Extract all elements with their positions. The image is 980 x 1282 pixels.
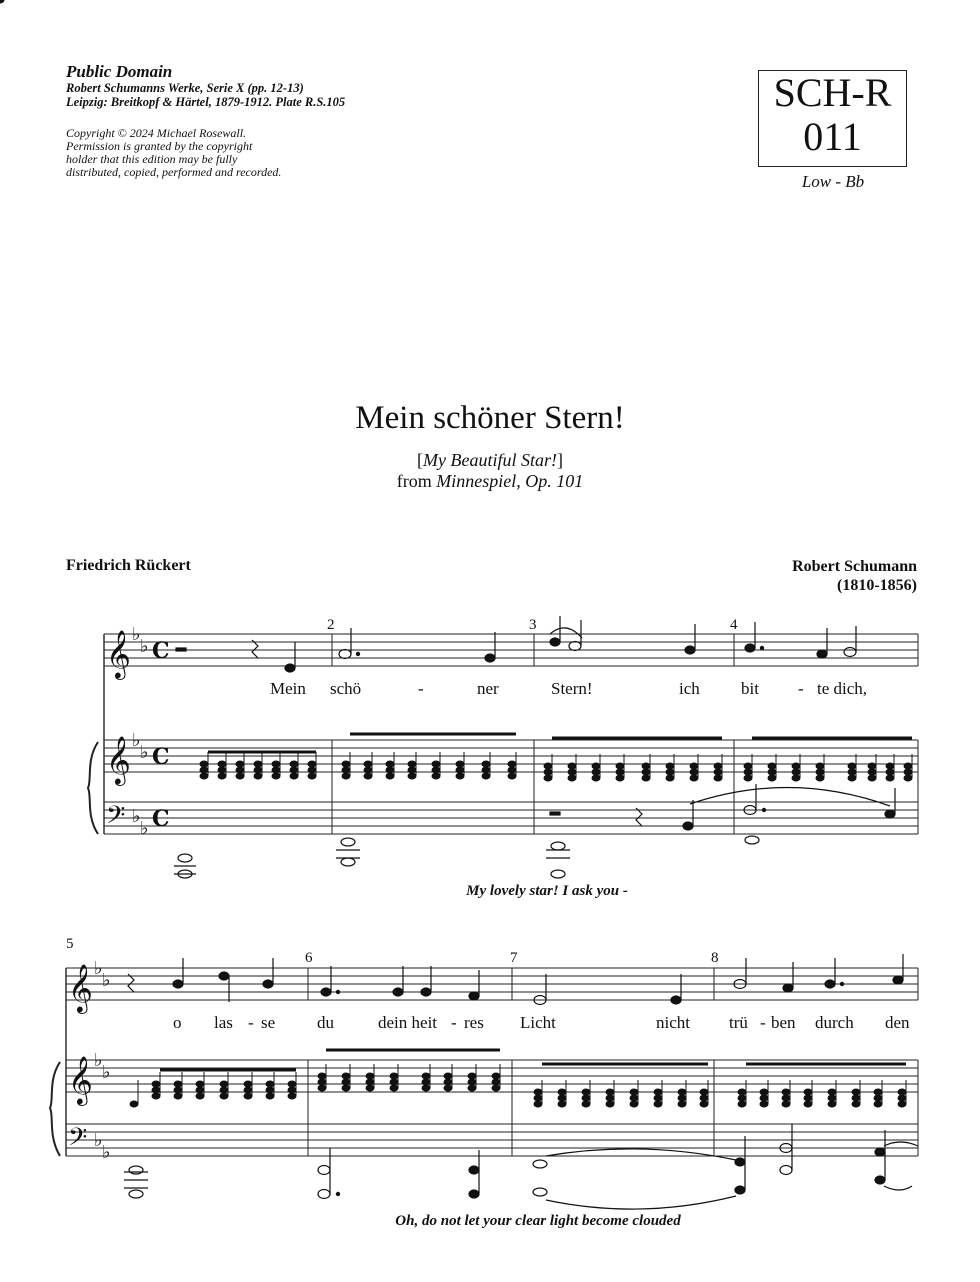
lyric-hyphen: - — [451, 1013, 457, 1032]
source-line-1: Robert Schumanns Werke, Serie X (pp. 12-13) — [66, 81, 304, 95]
lyric-syllable: trü — [729, 1013, 748, 1032]
translation-line: Oh, do not let your clear light become clouded — [395, 1213, 681, 1229]
svg-text:𝄢: 𝄢 — [68, 1123, 88, 1158]
copyright-line: Copyright © 2024 Michael Rosewall. — [66, 126, 247, 140]
lyric-syllable: se — [261, 1013, 276, 1032]
svg-text:𝄞: 𝄞 — [106, 735, 131, 784]
measure-number: 7 — [510, 950, 518, 966]
svg-text:♭: ♭ — [140, 636, 149, 657]
svg-text:♭: ♭ — [102, 970, 111, 991]
catalog-code: SCH-R — [773, 70, 892, 115]
translation-title: [My Beautiful Star!] — [417, 450, 563, 470]
collection-line: from Minnespiel, Op. 101 — [396, 471, 584, 491]
piano-bass-staff-1 — [104, 802, 918, 834]
svg-text:C: C — [152, 806, 170, 832]
lyric-hyphen: - — [760, 1013, 766, 1032]
lyric-syllable: nicht — [656, 1013, 690, 1032]
lyric-syllable: du — [317, 1013, 334, 1032]
lyric-hyphen: - — [798, 679, 804, 698]
lyric-syllable: ich — [679, 679, 700, 698]
measure-number: 3 — [529, 617, 537, 633]
lyric-syllable: den — [885, 1013, 910, 1032]
measure-number: 8 — [711, 950, 719, 966]
piano-rh-pattern-2 — [130, 1050, 906, 1107]
lyric-syllable: dein heit — [378, 1013, 438, 1032]
poet-name: Friedrich Rückert — [66, 557, 191, 574]
svg-text:♭: ♭ — [140, 742, 149, 763]
copyright-line: holder that this edition may be fully — [66, 152, 238, 166]
svg-text:♭: ♭ — [102, 1142, 111, 1163]
svg-text:𝄞: 𝄞 — [68, 1055, 93, 1104]
voice-key-label: Low - Bb — [801, 172, 865, 191]
page-title: Mein schöner Stern! — [355, 400, 625, 436]
voice-notes-1 — [176, 616, 856, 672]
svg-text:♭: ♭ — [94, 958, 103, 979]
svg-text:♭: ♭ — [102, 1062, 111, 1083]
lyric-syllable: te dich, — [817, 679, 868, 698]
svg-text:C: C — [152, 638, 170, 664]
lyric-syllable: durch — [815, 1013, 854, 1032]
lyric-syllable: Mein — [270, 679, 306, 698]
copyright-line: Permission is granted by the copyright — [66, 139, 253, 153]
svg-text:𝄢: 𝄢 — [106, 801, 126, 836]
measure-number: 6 — [305, 950, 313, 966]
measure-number: 4 — [730, 617, 738, 633]
composer-dates: (1810-1856) — [837, 577, 917, 594]
svg-text:♭: ♭ — [132, 806, 141, 827]
composer-name: Robert Schumann — [792, 558, 917, 575]
piano-lh-notes-2 — [124, 1124, 918, 1209]
catalog-number: 011 — [803, 114, 862, 159]
svg-text:♭: ♭ — [140, 818, 149, 839]
copyright-line: distributed, copied, performed and recorded. — [66, 165, 282, 179]
svg-text:♭: ♭ — [94, 1130, 103, 1151]
lyric-syllable: las — [214, 1013, 233, 1032]
lyric-syllable: schö — [330, 679, 362, 698]
lyric-syllable: ben — [771, 1013, 796, 1032]
license-label: Public Domain — [66, 62, 173, 81]
piano-rh-chords-1 — [0, 0, 4, 3]
lyric-hyphen: - — [248, 1013, 254, 1032]
source-line-2: Leipzig: Breitkopf & Härtel, 1879-1912. Plate R.S.105 — [66, 95, 346, 109]
svg-text:♭: ♭ — [132, 624, 141, 645]
lyric-syllable: res — [464, 1013, 484, 1032]
svg-text:♭: ♭ — [132, 730, 141, 751]
svg-text:C: C — [152, 744, 170, 770]
svg-text:♭: ♭ — [94, 1050, 103, 1071]
piano-rh-pattern-1 — [200, 734, 912, 781]
lyric-hyphen: - — [418, 679, 424, 698]
svg-text:𝄞: 𝄞 — [68, 963, 93, 1012]
translation-line: My lovely star! I ask you - — [466, 883, 628, 899]
lyric-syllable: ner — [477, 679, 499, 698]
lyric-syllable: o — [173, 1013, 182, 1032]
svg-text:𝄞: 𝄞 — [106, 629, 131, 678]
measure-number: 5 — [66, 936, 74, 952]
lyric-syllable: Stern! — [551, 679, 593, 698]
lyric-syllable: bit — [741, 679, 759, 698]
lyric-syllable: Licht — [520, 1013, 556, 1032]
measure-number: 2 — [327, 617, 335, 633]
voice-staff-1 — [104, 634, 918, 666]
